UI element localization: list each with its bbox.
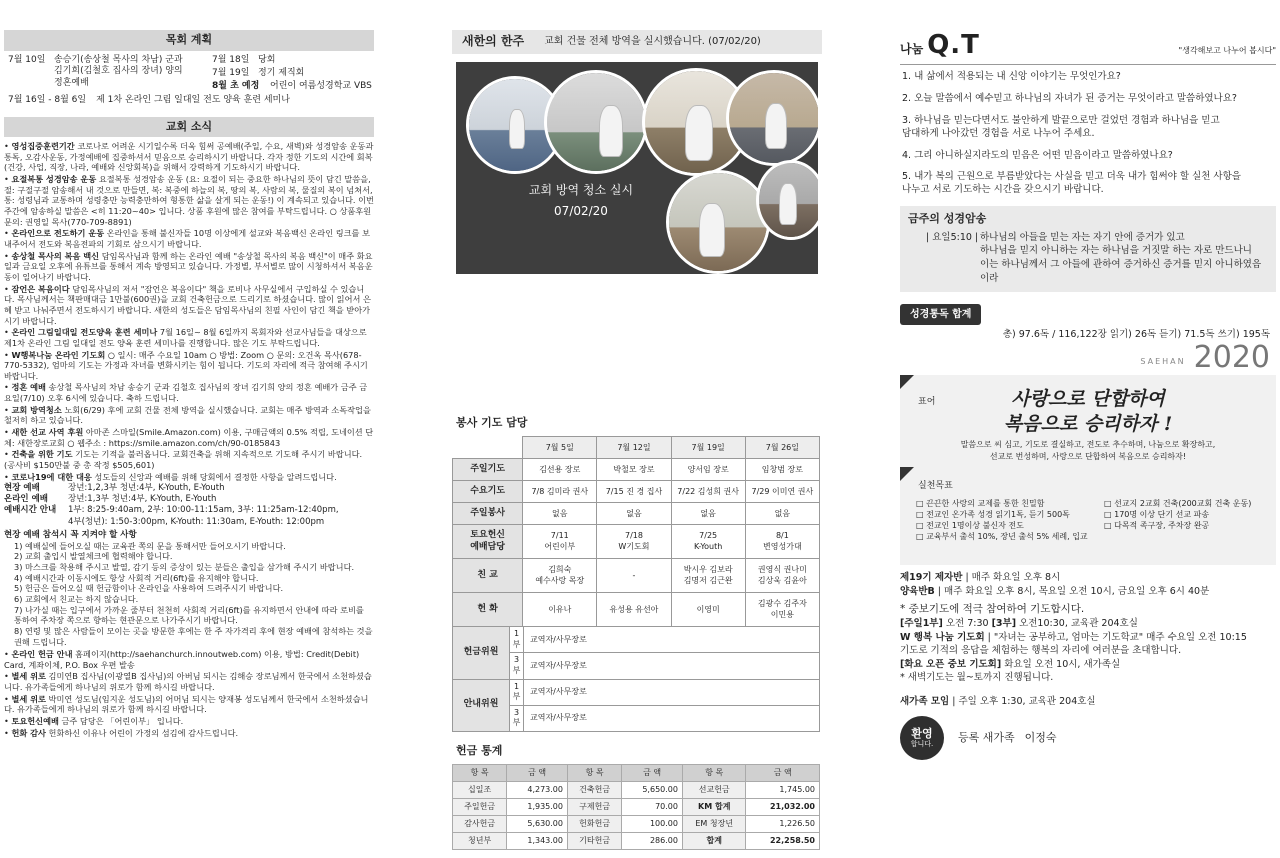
weekly-highlight xyxy=(452,30,822,54)
offering-title: 헌금 통계 xyxy=(456,743,503,757)
newcomer-row xyxy=(900,716,1276,760)
rule-item: 2) 교회 출입시 발열체크에 협력해야 합니다. xyxy=(14,551,173,562)
service-date: 7월 12일 xyxy=(597,437,671,459)
offering-item: 십일조 xyxy=(453,782,507,799)
offering-header: 항 목 xyxy=(567,765,621,782)
staff-text: 교역자/사무장로 xyxy=(524,705,820,731)
worship-times xyxy=(4,483,374,527)
photo-caption: 교회 방역 청소 실시 07/02/20 xyxy=(528,182,634,219)
news-item-title: 건축을 위한 기도 xyxy=(11,449,73,460)
news-item-body: 홈페이지(http://saehanchurch.innoutweb.com) 이용, 방법: Credit(Debit) Card, 계좌이체, P.O. Box 우편 발송 xyxy=(4,649,360,670)
qt-tagline: "생각해보고 나누어 봅시다" xyxy=(1178,46,1276,55)
prayer-lines xyxy=(900,617,1276,671)
news-item-body: 김미연B 집사님(이광열B 집사님)의 아버님 되시는 김해승 장로님께서 한국에서 소천하셨습니다. 유가족들에게 하나님의 위로가 함께 하시길 바랍니다. xyxy=(4,671,372,693)
service-cell: - xyxy=(597,559,671,593)
worship-time: 4부(청년): 1:50-3:00pm, K-Youth: 11:30am, E-Youth: 12:00pm xyxy=(68,516,325,527)
qt-question: 1. 내 삶에서 적용되는 내 신앙 이야기는 무엇인가요? xyxy=(902,71,1121,83)
schedule-item: 8월 초 예정 어린이 여름성경학교 VBS xyxy=(212,80,372,91)
worship-time-row xyxy=(4,517,374,528)
motto-label: 표어 xyxy=(918,397,936,408)
worship-time-row xyxy=(4,483,374,494)
goals-right xyxy=(1104,499,1274,531)
rule-item: 1) 예배실에 들어오실 때는 교육관 쪽의 문을 통해서만 들어오시기 바랍니다. xyxy=(14,540,286,551)
news-item-body: 성도들의 신앙과 예배를 위해 당회에서 결정한 사항을 알려드립니다. xyxy=(94,471,337,482)
news-item: • 새한 선교 사역 후원 아마존 스마일(Smile.Amazon.com) 이용, 구매금액의 0.5% 적립, 도네이션 단체: 새한장로교회 ○ 웹주소 : https://smile.amazon.com/ch/90-0185843 xyxy=(4,427,374,448)
worship-time-row xyxy=(4,494,374,505)
schedule-item: 7월 10일 송승기(송상철 목사의 차남) 군과 김기희(김철호 집사의 장녀) 양의 정혼예배 xyxy=(8,54,183,89)
goal-item: □ 끈끈한 사랑의 교제를 통한 친밀함 xyxy=(916,499,1045,509)
news-item-body: 담임목사님과 함께 하는 온라인 예배 "송상철 목사의 복음 백신"이 매주 화요일과 금요일 오후에 유튜브를 통해서 계속 방영되고 있습니다. 가정별, 부서별로 많이 시청하셔서 복음운동이 일어나기 바랍니다. xyxy=(4,250,373,282)
service-row-label: 친 교 xyxy=(453,559,523,593)
news-item-body: 금주 담당은 「어린이부」 입니다. xyxy=(61,716,184,727)
service-row-label: 주일기도 xyxy=(453,459,523,481)
offering-item: 구제헌금 xyxy=(567,799,621,816)
offering-amount: 1,745.00 xyxy=(746,782,820,799)
news-item: • 코로나19에 대한 대응 성도들의 신앙과 예배를 위해 당회에서 결정한 사항을 알려드립니다. xyxy=(4,471,337,482)
offering-header: 항 목 xyxy=(682,765,746,782)
memory-title: 금주의 성경암송 xyxy=(908,212,987,225)
news-item: • 온라인 그림일대일 전도양육 훈련 세미나 7월 16일~ 8월 6일까지 목회자와 선교사님들을 대상으로 제1차 온라인 그림 일대일 전도 양육 훈련 세미나를 진행합니다. 많은 기도 부탁드립니다. xyxy=(4,327,367,348)
schedule-item: 7월 18일 당회 xyxy=(212,54,276,65)
service-row xyxy=(453,593,820,627)
news-item-title: W행복나눔 온라인 기도회 xyxy=(11,349,106,360)
news-item-body: 박미연 성도님(임지운 성도님)의 어머님 되시는 양재봉 성도님께서 한국에서 소천하셨습니다. 유가족들에게 하나님의 위로가 함께 하시길 바랍니다. xyxy=(4,693,369,715)
offering-item: EM 청장년 xyxy=(682,816,746,833)
left-column xyxy=(4,30,374,739)
news-item: • 교회 방역청소 노회(6/29) 후에 교회 건물 전체 방역을 실시했습니다. 교회는 매주 방역과 소독작업을 철저히 하고 있습니다. xyxy=(4,404,371,426)
offering-amount: 5,650.00 xyxy=(622,782,683,799)
rule-item: 4) 예배시간과 이동시에도 항상 사회적 거리(6ft)를 유지해야 합니다. xyxy=(14,572,259,583)
offering-row xyxy=(453,833,820,850)
offering-item: 감사헌금 xyxy=(453,816,507,833)
news-item-title: 헌화 감사 xyxy=(11,727,46,738)
news-item-body: 요절복통 성경암송 운동 (요: 요절이 되는 중요한 하나님의 뜻이 담긴 말씀을, 절: 구절구절 암송해서 내 것으로 만들면, 복: 복중에 하늘의 복, 땅의 복, 사람의 복, 물질의 복이 넘쳐서, 통: 성령님과 교통하며 성령충만 능력충만하여 형통한 삶을 살게 되는 운동!) 이 계속되고 있습니다. 이번 주간에 암송하실 말씀은 <히 11:20~40> 입니다. 상품 후원에 많은 참여를 부탁드립니다. ○ 상품후원문의: 권영일 목사(770-709-8891) xyxy=(4,174,374,227)
service-row xyxy=(453,503,820,525)
service-row xyxy=(453,481,820,503)
goal-item: □ 선교지 2교회 건축(200교회 건축 운동) xyxy=(1104,499,1252,509)
rules-title: 현장 예배 참석시 꼭 지켜야 할 사항 xyxy=(4,529,137,540)
qt-header xyxy=(900,28,1276,62)
rule-item: 7) 나가실 때는 입구에서 가까운 줄부터 천천히 사회적 거리(6ft)를 유지하면서 안내에 따라 로비를 통하여 주차장 쪽으로 향하는 현관문으로 나가주시기 바랍니다. xyxy=(14,604,364,626)
motto-box xyxy=(900,375,1276,565)
offering-amount: 70.00 xyxy=(622,799,683,816)
news-item-title: 별세 위로 xyxy=(11,671,46,682)
staff-label: 안내위원 xyxy=(453,679,510,731)
service-cell: 없음 xyxy=(671,503,745,525)
news-item-title: 정혼 예배 xyxy=(11,382,46,393)
news-item-body: ○ 일시: 매주 수요일 10am ○ 방법: Zoom ○ 문의: 오건옥 목사(678-770-5332), 엄마의 기도는 가정과 자녀를 변화시키는 힘이 됩니다. 기도의 자리에 적극 참여해 주시기 바랍니다. xyxy=(4,349,368,381)
offering-amount: 1,226.50 xyxy=(746,816,820,833)
qt-questions xyxy=(900,71,1276,197)
news-item-title: 새한 선교 사역 후원 xyxy=(11,427,84,438)
news-item: • 온라인 헌금 안내 홈페이지(http://saehanchurch.innoutweb.com) 이용, 방법: Credit(Debit) Card, 계좌이체, P.O. Box 우편 발송 xyxy=(4,649,360,670)
news-item-title: 온라인으로 전도하기 운동 xyxy=(11,228,105,239)
qt-question: 3. 하나님을 믿는다면서도 불안하게 발끝으로만 걸었던 경험과 하나님을 믿고 담대하게 나아갔던 경험을 서로 나누어 주세요. xyxy=(902,114,1220,139)
offering-header-row xyxy=(453,765,820,782)
worship-time-row xyxy=(4,505,374,516)
service-cell: 7/8 김미라 권사 xyxy=(523,481,597,503)
offering-item: 선교헌금 xyxy=(682,782,746,799)
news-item-title: 코로나19에 대한 대응 xyxy=(11,471,92,482)
bible-reading-badge: 성경통독 합계 xyxy=(900,304,981,325)
service-cell: 김희숙 예수사랑 목장 xyxy=(523,559,597,593)
news-item-title: 송상철 목사의 복음 백신 xyxy=(11,250,100,261)
news-list xyxy=(4,141,374,482)
prayer-line: 기도로 기적의 응답을 체험하는 행복의 자리에 여러분을 초대합니다. xyxy=(900,645,1182,657)
offering-amount: 22,258.50 xyxy=(746,833,820,850)
activity-item xyxy=(900,585,1276,598)
memory-line: 하나님을 믿지 아니하는 자는 하나님을 거짓말 하는 자로 만드나니 xyxy=(980,245,1252,257)
news-title: 교회 소식 xyxy=(4,117,374,138)
service-row-label: 수요기도 xyxy=(453,481,523,503)
schedule-title: 목회 계획 xyxy=(4,30,374,51)
rule-item: 6) 교회에서 친교는 하지 않습니다. xyxy=(14,593,139,604)
schedule-block xyxy=(4,55,374,129)
activities xyxy=(900,571,1276,598)
motto-text: 사랑으로 단합하여 복음으로 승리하자 ! xyxy=(1003,388,1173,435)
service-cell: 권영식 권나미 김상욱 김윤아 xyxy=(745,559,819,593)
service-row xyxy=(453,525,820,559)
news-item-title: 요절복통 성경암송 운동 xyxy=(11,174,97,184)
service-cell: 8/1 변영성가대 xyxy=(745,525,819,559)
prayer-line: [주일1부] 오전 7:30 [3부] 오전10:30, 교육관 204호실 xyxy=(900,618,1138,630)
offering-amount: 5,630.00 xyxy=(507,816,568,833)
rules-list xyxy=(4,541,374,648)
staff-row xyxy=(453,627,820,653)
service-cell: 7/15 진 경 집사 xyxy=(597,481,671,503)
news-item: • 온라인으로 전도하기 운동 온라인을 통해 불신자들 10명 이상에게 설교와 복음백신 온라인 링크를 보내주어서 전도와 복음전파의 기회로 삼으시기 바랍니다. xyxy=(4,228,370,249)
news-item-body: 7월 16일~ 8월 6일까지 목회자와 선교사님들을 대상으로 제1차 온라인 그림 일대일 전도 양육 훈련 세미나를 진행합니다. 많은 기도 부탁드립니다. xyxy=(4,327,367,348)
news-item: • 송상철 목사의 복음 백신 담임목사님과 함께 하는 온라인 예배 "송상철 목사의 복음 백신"이 매주 화요일과 금요일 오후에 유튜브를 통해서 계속 방영되고 있습니다. 가정별, 부서별로 많이 시청하셔서 복음운동이 일어나기 바랍니다. xyxy=(4,250,373,282)
staff-text: 교역자/사무장로 xyxy=(524,653,820,679)
service-row-label: 토요헌신 예배담당 xyxy=(453,525,523,559)
goals-left xyxy=(916,499,1116,542)
news-item: • 별세 위로 박미연 성도님(임지운 성도님)의 어머님 되시는 양재봉 성도님께서 한국에서 소천하셨습니다. 유가족들에게 하나님의 위로가 함께 하시길 바랍니다. xyxy=(4,693,369,715)
activity-name: 양육반B xyxy=(900,585,935,597)
staff-label: 헌금위원 xyxy=(453,627,510,679)
service-cell: 박시우 김보라 김명저 김근완 xyxy=(671,559,745,593)
service-cell: 양서임 장로 xyxy=(671,459,745,481)
staff-part: 1부 xyxy=(510,679,524,705)
service-cell: 이유나 xyxy=(523,593,597,627)
news-item: • W행복나눔 온라인 기도회 ○ 일시: 매주 수요일 10am ○ 방법: Zoom ○ 문의: 오건옥 목사(678-770-5332), 엄마의 기도는 가정과 자녀를 변화시키는 힘이 됩니다. 기도의 자리에 적극 참여해 주시기 바랍니다. xyxy=(4,349,368,381)
goal-item: □ 전교인 1명이상 불신자 전도 xyxy=(916,520,1024,530)
news-item-body: 송상철 목사님의 차남 송승기 군과 김철호 집사님의 장녀 김기희 양의 정혼 예배가 금주 금요일(7/10) 오후 6시에 있습니다. 축하 드립니다. xyxy=(4,382,368,404)
news-item: • 잠언은 복음이다 담임목사님의 저서 "잠언은 복음이다" 책을 로비나 사무실에서 구입하실 수 있습니다. 목사님께서는 책판매대금 1만불(600권)을 교회 건축헌금으로 드리기로 하셨습니다. 많이 읽어서 은혜 받고 나눠주면서 전도하시기 바랍니다. 새한의 성도들은 담임목사님의 친필 사인이 담긴 책을 받아가시기 바랍니다. xyxy=(4,283,371,326)
worship-label: 현장 예배 xyxy=(4,483,40,494)
news-item-body: 코로나로 어려운 시기일수록 더욱 힘써 공예배(주일, 수요, 새벽)와 성경암송 운동과 통독, 오감사운동, 가정예배에 집중하셔서 믿음으로 승리하시기 바랍니다. 각자 정한 기도의 시간에 회복(건강, 사업, 직장, 나라, 예배와 신앙회복)을 위해서 강력하게 기도하시기 바랍니다. xyxy=(4,141,374,173)
service-cell: 김선용 장로 xyxy=(523,459,597,481)
newcomer-meeting: 새가족 모임 | 주일 오후 1:30, 교육관 204호실 xyxy=(900,695,1096,707)
service-cell: 7/29 이미연 권사 xyxy=(745,481,819,503)
service-cell: 7/18 W기도회 xyxy=(597,525,671,559)
prayer-note: * 새벽기도는 월~토까지 진행됩니다. xyxy=(900,672,1054,684)
rule-item: 5) 헌금은 들어오실 때 헌금함이나 온라인을 사용하여 드려주시기 바랍니다. xyxy=(14,583,284,594)
offering-amount: 1,935.00 xyxy=(507,799,568,816)
qt-title: Q.T xyxy=(927,30,980,60)
qt-prefix: 나눔 xyxy=(900,42,924,56)
news-item-body: 기도는 기적을 불러옵니다. 교회건축을 위해 지속적으로 기도해 주시기 바랍니다. (공사비 $150만불 중 총 작정 $505,601) xyxy=(4,449,363,471)
news-item-body: 온라인을 통해 불신자들 10명 이상에게 설교와 복음백신 온라인 링크를 보내주어서 전도와 복음전파의 기회로 삼으시기 바랍니다. xyxy=(4,228,370,249)
news-item: • 별세 위로 김미연B 집사님(이광열B 집사님)의 아버님 되시는 김해승 장로님께서 한국에서 소천하셨습니다. 유가족들에게 하나님의 위로가 함께 하시길 바랍니다. xyxy=(4,671,372,693)
service-cell: 7/25 K-Youth xyxy=(671,525,745,559)
offering-amount: 286.00 xyxy=(622,833,683,850)
bible-reading-stats: 총) 97.6독 / 116,122장 읽기) 26독 듣기) 71.5독 쓰기) 195독 xyxy=(1002,328,1270,340)
service-date: 7월 26일 xyxy=(745,437,819,459)
highlight-title: 새한의 한주 xyxy=(462,34,525,48)
prayer-heading: * 중보기도에 적극 참여하여 기도합시다. xyxy=(900,603,1085,616)
news-item-title: 토요헌신예배 xyxy=(11,716,59,727)
worship-time: 1부: 8:25-9:40am, 2부: 10:00-11:15am, 3부: 11:25am-12:40pm, xyxy=(68,505,339,516)
highlight-text: 교회 건물 전체 방역을 실시했습니다. (07/02/20) xyxy=(544,36,761,48)
photo-collage xyxy=(456,62,818,274)
news-item-title: 온라인 그림일대일 전도양육 훈련 세미나 xyxy=(11,327,158,338)
memory-verse xyxy=(900,206,1276,292)
service-date: 7월 5일 xyxy=(523,437,597,459)
news-list-2 xyxy=(4,649,374,738)
goal-item: □ 전교인 온가족 성경 읽기1독, 듣기 500독 xyxy=(916,510,1070,520)
news-item: • 정혼 예배 송상철 목사님의 차남 송승기 군과 김철호 집사님의 장녀 김기희 양의 정혼 예배가 금주 금요일(7/10) 오후 6시에 있습니다. 축하 드립니다. xyxy=(4,382,368,404)
offering-header: 금 액 xyxy=(507,765,568,782)
saehan-label: SAEHAN xyxy=(1140,356,1186,366)
news-item: • 요절복통 성경암송 운동 요절복통 성경암송 운동 (요: 요절이 되는 중요한 하나님의 뜻이 담긴 말씀을, 절: 구절구절 암송해서 내 것으로 만들면, 복: 복중에 하늘의 복, 땅의 복, 사람의 복, 물질의 복이 넘쳐서, 통: 성령님과 교통하며 성령충만 능력충만하여 형통한 삶을 살게 되는 운동!) 이 계속되고 있습니다. 이번 주간에 암송하실 말씀은 <히 11:20~40> 입니다. 상품 후원에 많은 참여를 부탁드립니다. ○ 상품후원문의: 권영일 목사(770-709-8891) xyxy=(4,174,374,227)
offering-item: 합계 xyxy=(682,833,746,850)
news-item: • 토요헌신예배 금주 담당은 「어린이부」 입니다. xyxy=(4,716,184,727)
right-column xyxy=(900,28,1276,760)
qt-question: 2. 오늘 말씀에서 예수믿고 하나님의 자녀가 된 증거는 무엇이라고 말씀하였나요? xyxy=(902,93,1237,105)
goal-item: □ 170명 이상 단기 선교 파송 xyxy=(1104,510,1210,520)
prayer-line: W 행복 나눔 기도회 | "자녀는 공부하고, 엄마는 기도학교" 매주 수요일 오전 10:15 xyxy=(900,631,1247,643)
service-date: 7월 19일 xyxy=(671,437,745,459)
service-cell: 유성용 유선아 xyxy=(597,593,671,627)
rule-item: 3) 마스크를 착용해 주시고 발열, 감기 등의 증상이 있는 분들은 출입을 삼가해 주시기 바랍니다. xyxy=(14,561,355,572)
offering-amount: 21,032.00 xyxy=(746,799,820,816)
offering-item: 헌화헌금 xyxy=(567,816,621,833)
schedule-item: 7월 19일 정기 제직회 xyxy=(212,67,305,78)
welcome-badge: 환영 합니다. xyxy=(900,716,944,760)
staff-part: 3부 xyxy=(510,705,524,731)
news-item-body: 아마존 스마일(Smile.Amazon.com) 이용, 구매금액의 0.5% 적립, 도네이션 단체: 새한장로교회 ○ 웹주소 : https://smile.amazon.com/ch/90-0185843 xyxy=(4,427,374,448)
service-cell: 박철모 장로 xyxy=(597,459,671,481)
qt-question: 4. 그리 아니하실지라도의 믿음은 어떤 믿음이라고 말씀하였나요? xyxy=(902,149,1173,161)
offering-amount: 4,273.00 xyxy=(507,782,568,799)
newcomer-label: 등록 새가족 xyxy=(958,730,1015,744)
offering-header: 금 액 xyxy=(746,765,820,782)
offering-item: 건축헌금 xyxy=(567,782,621,799)
offering-row xyxy=(453,799,820,816)
schedule-item: 7월 16일 - 8월 6일 제 1차 온라인 그림 일대일 전도 양육 훈련 세미나 xyxy=(8,94,290,105)
staff-text: 교역자/사무장로 xyxy=(524,627,820,653)
worship-label: 예배시간 안내 xyxy=(4,505,57,516)
staff-row xyxy=(453,679,820,705)
service-row-label: 헌 화 xyxy=(453,593,523,627)
photo-room xyxy=(666,170,770,274)
service-cell: 김광수 김주자 이민용 xyxy=(745,593,819,627)
service-row xyxy=(453,459,820,481)
staff-text: 교역자/사무장로 xyxy=(524,679,820,705)
year-banner xyxy=(900,340,1276,376)
activity-item xyxy=(900,571,1276,584)
worship-time: 장년:1,3부 청년:4부, K-Youth, E-Youth xyxy=(68,494,217,505)
memory-line: 하나님의 아들을 믿는 자는 자기 안에 증거가 있고 xyxy=(980,231,1185,243)
offering-item: 주일헌금 xyxy=(453,799,507,816)
goal-item: □ 교육부서 출석 10%, 장년 출석 5% 세례, 입교 xyxy=(916,531,1088,541)
offering-table xyxy=(452,764,820,850)
offering-header: 항 목 xyxy=(453,765,507,782)
activity-time: | 매주 화요일 오후 8시 xyxy=(962,572,1061,584)
service-cell: 임창범 장로 xyxy=(745,459,819,481)
offering-header: 금 액 xyxy=(622,765,683,782)
service-cell: 없음 xyxy=(745,503,819,525)
news-item-title: 교회 방역청소 xyxy=(11,404,62,415)
service-cell: 7/22 김성희 권사 xyxy=(671,481,745,503)
photo-hall-2 xyxy=(544,70,648,174)
offering-item: 청년부 xyxy=(453,833,507,850)
goals-label: 실천목표 xyxy=(918,481,953,492)
staff-part: 1부 xyxy=(510,627,524,653)
rule-item: 8) 연령 및 많은 사람들이 모이는 곳을 방문한 후에는 한 주 자가격리 후에 현장 예배에 참석하는 것을 권해 드립니다. xyxy=(14,625,373,647)
year-label: 2020 xyxy=(1193,340,1270,376)
worship-label: 온라인 예배 xyxy=(4,494,49,505)
news-item: • 영성집중훈련기간 코로나로 어려운 시기일수록 더욱 힘써 공예배(주일, 수요, 새벽)와 성경암송 운동과 통독, 오감사운동, 가정예배에 집중하셔서 믿음으로 승리하시기 바랍니다. 각자 정한 기도의 시간에 회복(건강, 사업, 직장, 나라, 예배와 신앙회복)을 위해서 강력하게 기도하시기 바랍니다. xyxy=(4,141,374,173)
service-row-label: 주일봉사 xyxy=(453,503,523,525)
service-header-row xyxy=(453,437,820,459)
prayer-line: [화요 오픈 중보 기도회] 화요일 오전 10시, 새가족실 xyxy=(900,658,1121,670)
photo-sanctuary xyxy=(756,160,818,240)
service-table xyxy=(452,436,820,627)
staff-table xyxy=(452,626,820,731)
memory-line: 이는 하나님께서 그 아들에 관하여 증거하신 증거를 믿지 아니하였음이라 xyxy=(980,259,1262,284)
service-cell: 없음 xyxy=(523,503,597,525)
news-item-title: 영성집중훈련기간 xyxy=(11,141,75,152)
news-item-body: 담임목사님의 저서 "잠언은 복음이다" 책을 로비나 사무실에서 구입하실 수 있습니다. 목사님께서는 책판매대금 1만불(600권)을 교회 건축헌금으로 드리기로 하셨습니다. 많이 읽어서 은혜 받고 나눠주면서 전도하시기 바랍니다. 새한의 성도들은 담임목사님의 친필 사인이 담긴 책을 받아가시기 바랍니다. xyxy=(4,283,371,326)
newcomer-name: 이정숙 xyxy=(1024,730,1057,744)
news-item-title: 별세 위로 xyxy=(11,693,46,704)
service-title: 봉사 기도 담당 xyxy=(456,415,528,429)
news-item-title: 잠언은 복음이다 xyxy=(11,283,70,294)
offering-item: 기타헌금 xyxy=(567,833,621,850)
activity-name: 제19기 제자반 xyxy=(900,572,963,584)
staff-part: 3부 xyxy=(510,653,524,679)
activity-time: | 매주 화요일 오후 8시, 목요일 오전 10시, 금요일 오후 6시 40분 xyxy=(934,585,1210,597)
memory-reference: | 요일5:10 | xyxy=(926,231,979,243)
offering-amount: 1,343.00 xyxy=(507,833,568,850)
qt-question: 5. 내가 복의 근원으로 부름받았다는 사실을 믿고 더욱 내가 힘써야 할 실천 사항을 나누고 서로 기도하는 시간을 갖으시기 바랍니다. xyxy=(902,171,1241,196)
service-cell: 이영미 xyxy=(671,593,745,627)
news-item: • 건축을 위한 기도 기도는 기적을 불러옵니다. 교회건축을 위해 지속적으로 기도해 주시기 바랍니다. (공사비 $150만불 중 총 작정 $505,601) xyxy=(4,449,363,471)
service-cell: 없음 xyxy=(597,503,671,525)
goal-item: □ 다목적 족구장, 주차장 완공 xyxy=(1104,520,1210,530)
offering-amount: 100.00 xyxy=(622,816,683,833)
photo-doors xyxy=(726,70,818,166)
news-item: • 헌화 감사 헌화하신 이유나 어린이 가정의 섬김에 감사드립니다. xyxy=(4,727,239,738)
motto-description: 말씀으로 씨 심고, 기도로 결실하고, 전도로 추수하며, 나눔으로 확장하고, 선교로 번성하며, 사랑으로 단합하여 복음으로 승리하자! xyxy=(960,440,1216,462)
service-row xyxy=(453,559,820,593)
news-item-body: 헌화하신 이유나 어린이 가정의 섬김에 감사드립니다. xyxy=(48,727,239,738)
offering-item: KM 합계 xyxy=(682,799,746,816)
news-item-body: 노회(6/29) 후에 교회 건물 전체 방역을 실시했습니다. 교회는 매주 방역과 소독작업을 철저히 하고 있습니다. xyxy=(4,404,371,426)
offering-row xyxy=(453,782,820,799)
middle-column xyxy=(452,30,822,850)
worship-time: 장년:1,2,3부 청년:4부, K-Youth, E-Youth xyxy=(68,483,225,494)
news-item-title: 온라인 헌금 안내 xyxy=(11,649,73,660)
service-cell: 7/11 어린이부 xyxy=(523,525,597,559)
offering-row xyxy=(453,816,820,833)
